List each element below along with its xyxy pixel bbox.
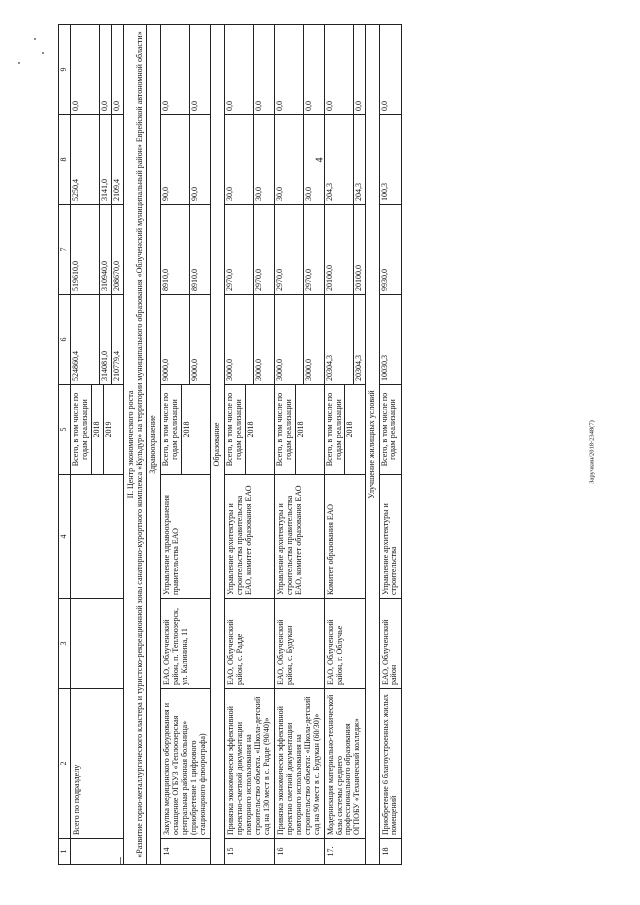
document-footer-code: Заручкин/2018-2348(7) (588, 420, 596, 484)
period-total-label: Всего, в том числе по годам реализации (225, 385, 246, 474)
rotated-table-wrapper (58, 25, 578, 865)
executor-cell: Управление архитектуры и строительства правительства ЕАО, комитет образования ЕАО (225, 475, 275, 599)
amount-cell (71, 205, 124, 295)
scan-speck (42, 52, 44, 54)
period-cell (274, 385, 324, 475)
period-total-label: Всего, в том числе по годам реализации (325, 385, 346, 474)
amount-cell (324, 295, 365, 385)
amount-cell (71, 115, 124, 205)
amount-cell (324, 25, 365, 115)
amount-value: 3000,0 (275, 295, 304, 384)
measure-name-cell: Привязка экономически эффективной проектно сметной документации повторного использования на строительство объекта: «Школа-детский сад на 90 мест в с. Будукан (60/30)» (274, 689, 324, 839)
funding-table (58, 24, 402, 865)
amount-value: 10030,3 (379, 355, 389, 381)
amount-value: 20100,0 (353, 265, 363, 291)
period-year: 2018 (92, 385, 104, 474)
group-heading-row (147, 25, 161, 865)
amount-value: 0,0 (225, 25, 254, 114)
section-subtitle: «Развитие горно-металлургического кластера и туристско-рекреационной зоны санаторно-курортного комплекса «Кульдур» на территории муниципального образования «Облученский муниципальный район» Еврейской автономной области» (135, 31, 145, 858)
amount-value: 2109,4 (112, 179, 121, 201)
group-heading-row (211, 25, 225, 865)
amount-cell (379, 115, 402, 205)
amount-value: 204,3 (325, 115, 354, 204)
header-cell: 7 (59, 205, 71, 295)
amount-cell (379, 205, 402, 295)
group-heading-health: Здравоохранение (147, 25, 161, 865)
location-cell: ЕАО, Облученский район, г. Облучье (324, 599, 365, 689)
period-cell (161, 385, 211, 475)
amount-value: 0,0 (325, 25, 354, 114)
empty-cell (71, 599, 124, 689)
header-cell: 2 (59, 689, 71, 839)
amount-value: 519610,0 (71, 205, 100, 294)
amount-value: 3000,0 (254, 359, 264, 381)
section-title: II. Центр экономического роста (126, 390, 135, 499)
executor-cell: Управление здравоохранения правительства ЕАО (161, 475, 211, 599)
period-cell (71, 385, 124, 475)
amount-cell (161, 25, 211, 115)
period-year: 2018 (345, 421, 355, 438)
period-year: 2018 (182, 421, 192, 438)
amount-value: 30,0 (254, 187, 264, 201)
row-number-cell: 14 (161, 839, 211, 865)
amount-value: 0,0 (161, 25, 190, 114)
measure-name-cell: Модернизация материально-технической базы системы среднего профессионального образования ОГПОБУ «Технический колледж» (324, 689, 365, 839)
amount-cell (379, 25, 402, 115)
amount-value: 310940,0 (100, 205, 112, 294)
amount-cell (274, 115, 324, 205)
header-cell: 4 (59, 475, 71, 599)
row-number-cell: 15 (225, 839, 275, 865)
amount-cell (71, 25, 124, 115)
amount-value: 90,0 (161, 115, 190, 204)
amount-cell (161, 295, 211, 385)
location-cell: ЕАО, Облученский район, с. Радде (225, 599, 275, 689)
measure-name-cell: Приобретение 6 благоустроенных жилых помещений (379, 689, 402, 839)
row-number-cell (71, 839, 124, 865)
amount-value: 100,3 (379, 183, 389, 201)
amount-cell (274, 25, 324, 115)
row-number-cell: 16 (274, 839, 324, 865)
measure-name-cell: Закупка медицинского оборудования и оснащение ОГБУЗ «Теплоозерская центральная районная больница» (приобретение 1 цифрового стационарного флюорографа) (161, 689, 211, 839)
location-cell: ЕАО, Облученский район, с. Будукан (274, 599, 324, 689)
amount-value: 314081,0 (100, 295, 112, 384)
section-heading-row (124, 25, 147, 865)
amount-value: 30,0 (303, 187, 313, 201)
amount-value: 0,0 (303, 101, 313, 111)
amount-value: 210779,4 (112, 351, 121, 381)
period-cell (324, 385, 365, 475)
group-heading-housing: Улучшение жилищных условий (365, 25, 379, 865)
amount-value: 2970,0 (225, 205, 254, 294)
header-cell: 9 (59, 25, 71, 115)
amount-value: 0,0 (353, 101, 363, 111)
amount-value: 20100,0 (325, 205, 354, 294)
amount-cell (225, 205, 275, 295)
table-row (379, 25, 402, 865)
amount-value: 0,0 (254, 101, 264, 111)
period-year: 2018 (245, 421, 255, 438)
amount-value: 30,0 (225, 115, 254, 204)
amount-value: 3000,0 (225, 295, 254, 384)
period-year: 2018 (295, 421, 305, 438)
measure-name-cell: Привязка экономически эффективной проектно-сметной документации повторного использования на строительство объекта. «Школа-детский сад на 130 мест в с. Радде (90/40)» (225, 689, 275, 839)
amount-value: 30,0 (275, 115, 304, 204)
amount-cell (274, 205, 324, 295)
header-cell: 3 (59, 599, 71, 689)
group-heading-education: Образование (211, 25, 225, 865)
group-heading-row (365, 25, 379, 865)
amount-cell (71, 295, 124, 385)
amount-value: 3141,0 (100, 115, 112, 204)
section-heading (124, 25, 147, 865)
period-total-label: Всего, в том числе по годам реализации (161, 385, 182, 474)
scan-speck (34, 38, 36, 40)
executor-cell: Управление архитектуры и строительства правительства ЕАО, комитет образования ЕАО (274, 475, 324, 599)
amount-cell (225, 295, 275, 385)
amount-value: 90,0 (190, 187, 200, 201)
amount-value: 208670,0 (112, 261, 121, 291)
amount-cell (324, 115, 365, 205)
period-cell (379, 385, 402, 475)
executor-cell: Комитет образования ЕАО (324, 475, 365, 599)
amount-value: 20304,3 (353, 355, 363, 381)
amount-value: 2970,0 (303, 269, 313, 291)
amount-value: 20304,3 (325, 295, 354, 384)
header-cell: 5 (59, 385, 71, 475)
amount-value: 0,0 (71, 25, 100, 114)
table-row (324, 25, 365, 865)
amount-value: 9000,0 (161, 295, 190, 384)
header-cell: 8 (59, 115, 71, 205)
amount-value: 204,3 (353, 183, 363, 201)
amount-value: 8910,0 (190, 269, 200, 291)
amount-value: 3000,0 (303, 359, 313, 381)
row-number-cell: 18 (379, 839, 402, 865)
amount-cell (379, 295, 402, 385)
amount-value: 9930,0 (379, 269, 389, 291)
amount-cell (225, 25, 275, 115)
amount-value: 0,0 (112, 101, 121, 111)
location-cell: ЕАО, Облученский район (379, 599, 402, 689)
amount-cell (225, 115, 275, 205)
period-total-label: Всего, в том числе по годам реализации (275, 385, 296, 474)
table-row (274, 25, 324, 865)
table-row (225, 25, 275, 865)
period-total-label: Всего, в том числе по годам реализации (379, 392, 398, 467)
amount-value: 5250,4 (71, 115, 100, 204)
amount-value: 0,0 (275, 25, 304, 114)
header-cell: 1 (59, 839, 71, 865)
amount-value: 8910,0 (161, 205, 190, 294)
amount-value: 2970,0 (275, 205, 304, 294)
header-cell: 6 (59, 295, 71, 385)
period-year: 2019 (103, 421, 113, 438)
location-cell: ЕАО, Облученский район, п. Теплоозерск, ул. Калинина, 11 (161, 599, 211, 689)
amount-value: 0,0 (100, 25, 112, 114)
table-row (161, 25, 211, 865)
amount-value: 9000,0 (190, 359, 200, 381)
row-number-cell: 17. (324, 839, 365, 865)
page-number: 4 (314, 157, 326, 163)
period-total-label: Всего, в том числе по годам реализации (71, 385, 92, 474)
executor-cell: Управление архитектуры и строительства (379, 475, 402, 599)
subtotal-label: Всего по подразделу (71, 689, 124, 839)
subtotal-row (71, 25, 124, 865)
amount-cell (274, 295, 324, 385)
amount-value: 0,0 (379, 101, 389, 111)
amount-value: 2970,0 (254, 269, 264, 291)
period-cell (225, 385, 275, 475)
amount-value: 524860,4 (71, 295, 100, 384)
amount-cell (161, 205, 211, 295)
empty-cell (71, 475, 124, 599)
column-number-header-row (59, 25, 71, 865)
amount-value: 0,0 (190, 101, 200, 111)
scan-speck (18, 62, 20, 64)
amount-cell (161, 115, 211, 205)
amount-cell (324, 205, 365, 295)
